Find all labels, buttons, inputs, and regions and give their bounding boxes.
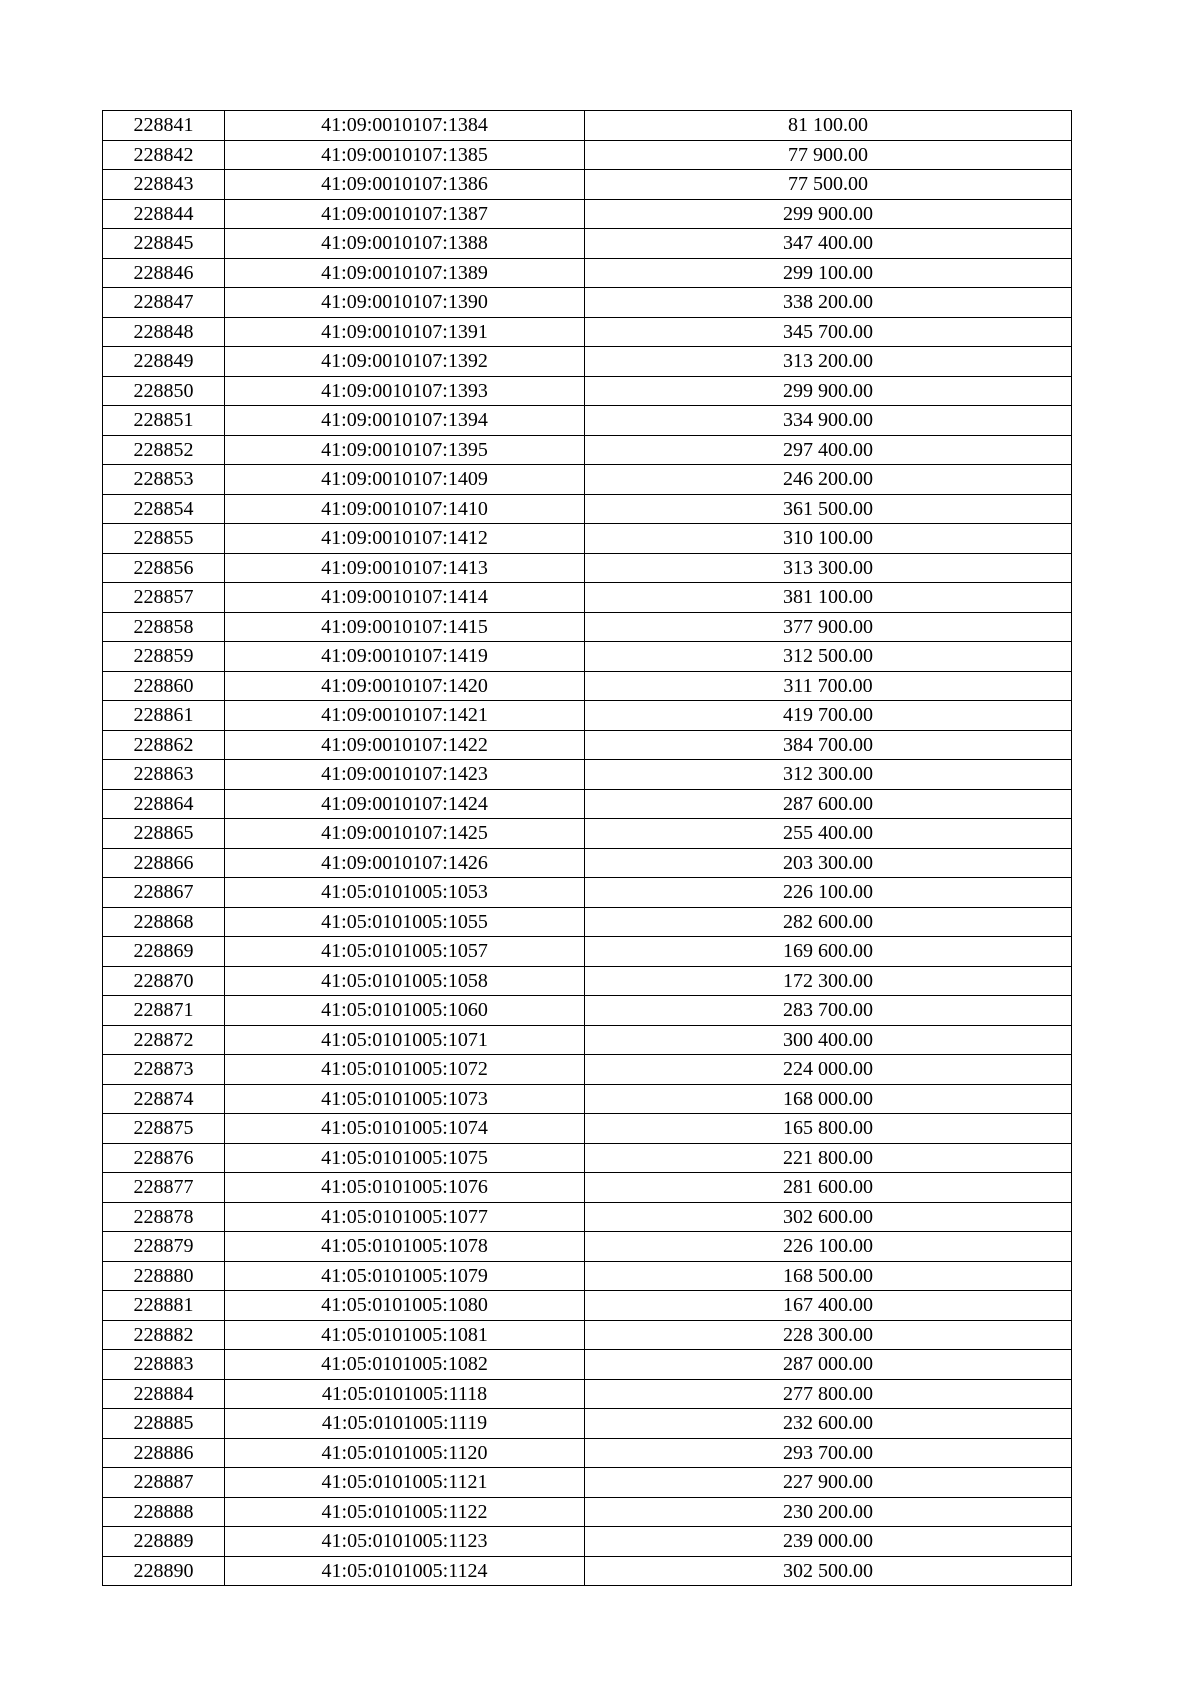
row-number-cell: 228878 <box>103 1202 225 1232</box>
cadastral-number-cell: 41:05:0101005:1073 <box>225 1084 585 1114</box>
row-number-cell: 228882 <box>103 1320 225 1350</box>
value-cell: 297 400.00 <box>585 435 1072 465</box>
table-row <box>103 966 1072 996</box>
row-number-cell: 228863 <box>103 760 225 790</box>
value-cell: 203 300.00 <box>585 848 1072 878</box>
row-number-cell: 228848 <box>103 317 225 347</box>
row-number-cell: 228867 <box>103 878 225 908</box>
value-cell: 334 900.00 <box>585 406 1072 436</box>
cadastral-number-cell: 41:05:0101005:1124 <box>225 1556 585 1586</box>
table-row <box>103 819 1072 849</box>
cadastral-number-cell: 41:09:0010107:1410 <box>225 494 585 524</box>
table-row <box>103 1291 1072 1321</box>
row-number-cell: 228871 <box>103 996 225 1026</box>
table-row <box>103 1114 1072 1144</box>
cadastral-number-cell: 41:05:0101005:1078 <box>225 1232 585 1262</box>
cadastral-number-cell: 41:05:0101005:1079 <box>225 1261 585 1291</box>
row-number-cell: 228870 <box>103 966 225 996</box>
table-row <box>103 612 1072 642</box>
row-number-cell: 228877 <box>103 1173 225 1203</box>
cadastral-number-cell: 41:05:0101005:1121 <box>225 1468 585 1498</box>
table-row <box>103 1438 1072 1468</box>
table-row <box>103 1261 1072 1291</box>
row-number-cell: 228846 <box>103 258 225 288</box>
value-cell: 282 600.00 <box>585 907 1072 937</box>
table-row <box>103 996 1072 1026</box>
cadastral-number-cell: 41:09:0010107:1421 <box>225 701 585 731</box>
row-number-cell: 228843 <box>103 170 225 200</box>
table-row <box>103 435 1072 465</box>
cadastral-number-cell: 41:05:0101005:1119 <box>225 1409 585 1439</box>
row-number-cell: 228861 <box>103 701 225 731</box>
value-cell: 246 200.00 <box>585 465 1072 495</box>
row-number-cell: 228865 <box>103 819 225 849</box>
cadastral-number-cell: 41:09:0010107:1426 <box>225 848 585 878</box>
value-cell: 287 000.00 <box>585 1350 1072 1380</box>
cadastral-number-cell: 41:09:0010107:1394 <box>225 406 585 436</box>
row-number-cell: 228885 <box>103 1409 225 1439</box>
cadastral-number-cell: 41:05:0101005:1071 <box>225 1025 585 1055</box>
table-row <box>103 1202 1072 1232</box>
cadastral-number-cell: 41:09:0010107:1384 <box>225 111 585 141</box>
cadastral-number-cell: 41:05:0101005:1077 <box>225 1202 585 1232</box>
value-cell: 313 200.00 <box>585 347 1072 377</box>
row-number-cell: 228868 <box>103 907 225 937</box>
value-cell: 293 700.00 <box>585 1438 1072 1468</box>
value-cell: 310 100.00 <box>585 524 1072 554</box>
value-cell: 299 900.00 <box>585 376 1072 406</box>
row-number-cell: 228860 <box>103 671 225 701</box>
value-cell: 221 800.00 <box>585 1143 1072 1173</box>
table-row <box>103 1468 1072 1498</box>
table-row <box>103 1379 1072 1409</box>
cadastral-number-cell: 41:09:0010107:1425 <box>225 819 585 849</box>
row-number-cell: 228847 <box>103 288 225 318</box>
row-number-cell: 228849 <box>103 347 225 377</box>
row-number-cell: 228873 <box>103 1055 225 1085</box>
cadastral-number-cell: 41:05:0101005:1060 <box>225 996 585 1026</box>
row-number-cell: 228841 <box>103 111 225 141</box>
row-number-cell: 228858 <box>103 612 225 642</box>
value-cell: 302 500.00 <box>585 1556 1072 1586</box>
value-cell: 239 000.00 <box>585 1527 1072 1557</box>
table-row <box>103 642 1072 672</box>
row-number-cell: 228876 <box>103 1143 225 1173</box>
cadastral-number-cell: 41:05:0101005:1057 <box>225 937 585 967</box>
row-number-cell: 228853 <box>103 465 225 495</box>
value-cell: 77 500.00 <box>585 170 1072 200</box>
table-row <box>103 848 1072 878</box>
table-row <box>103 701 1072 731</box>
row-number-cell: 228845 <box>103 229 225 259</box>
row-number-cell: 228852 <box>103 435 225 465</box>
cadastral-number-cell: 41:09:0010107:1423 <box>225 760 585 790</box>
row-number-cell: 228881 <box>103 1291 225 1321</box>
table-row <box>103 878 1072 908</box>
cadastral-number-cell: 41:09:0010107:1409 <box>225 465 585 495</box>
cadastral-number-cell: 41:09:0010107:1391 <box>225 317 585 347</box>
row-number-cell: 228872 <box>103 1025 225 1055</box>
value-cell: 168 000.00 <box>585 1084 1072 1114</box>
table-row <box>103 1055 1072 1085</box>
table-body <box>103 111 1072 1586</box>
table-row <box>103 229 1072 259</box>
value-cell: 361 500.00 <box>585 494 1072 524</box>
cadastral-number-cell: 41:05:0101005:1081 <box>225 1320 585 1350</box>
value-cell: 377 900.00 <box>585 612 1072 642</box>
row-number-cell: 228856 <box>103 553 225 583</box>
cadastral-number-cell: 41:09:0010107:1414 <box>225 583 585 613</box>
cadastral-number-cell: 41:05:0101005:1123 <box>225 1527 585 1557</box>
row-number-cell: 228883 <box>103 1350 225 1380</box>
cadastral-number-cell: 41:05:0101005:1072 <box>225 1055 585 1085</box>
cadastral-number-cell: 41:09:0010107:1386 <box>225 170 585 200</box>
table-row <box>103 524 1072 554</box>
cadastral-number-cell: 41:09:0010107:1385 <box>225 140 585 170</box>
cadastral-number-cell: 41:09:0010107:1420 <box>225 671 585 701</box>
row-number-cell: 228879 <box>103 1232 225 1262</box>
value-cell: 347 400.00 <box>585 229 1072 259</box>
value-cell: 345 700.00 <box>585 317 1072 347</box>
cadastral-number-cell: 41:09:0010107:1424 <box>225 789 585 819</box>
row-number-cell: 228859 <box>103 642 225 672</box>
table-row <box>103 111 1072 141</box>
value-cell: 300 400.00 <box>585 1025 1072 1055</box>
cadastral-number-cell: 41:09:0010107:1388 <box>225 229 585 259</box>
table-row <box>103 1143 1072 1173</box>
value-cell: 311 700.00 <box>585 671 1072 701</box>
value-cell: 338 200.00 <box>585 288 1072 318</box>
table-row <box>103 347 1072 377</box>
row-number-cell: 228889 <box>103 1527 225 1557</box>
table-row <box>103 1409 1072 1439</box>
cadastral-number-cell: 41:09:0010107:1412 <box>225 524 585 554</box>
row-number-cell: 228864 <box>103 789 225 819</box>
table-row <box>103 1025 1072 1055</box>
table-row <box>103 140 1072 170</box>
table-row <box>103 760 1072 790</box>
table-row <box>103 671 1072 701</box>
table-row <box>103 907 1072 937</box>
value-cell: 77 900.00 <box>585 140 1072 170</box>
cadastral-number-cell: 41:05:0101005:1120 <box>225 1438 585 1468</box>
row-number-cell: 228886 <box>103 1438 225 1468</box>
value-cell: 165 800.00 <box>585 1114 1072 1144</box>
table-row <box>103 553 1072 583</box>
row-number-cell: 228851 <box>103 406 225 436</box>
cadastral-number-cell: 41:09:0010107:1387 <box>225 199 585 229</box>
cadastral-number-cell: 41:09:0010107:1390 <box>225 288 585 318</box>
value-cell: 299 100.00 <box>585 258 1072 288</box>
row-number-cell: 228875 <box>103 1114 225 1144</box>
value-cell: 312 500.00 <box>585 642 1072 672</box>
row-number-cell: 228874 <box>103 1084 225 1114</box>
cadastral-number-cell: 41:09:0010107:1413 <box>225 553 585 583</box>
table-row <box>103 1527 1072 1557</box>
value-cell: 227 900.00 <box>585 1468 1072 1498</box>
value-cell: 168 500.00 <box>585 1261 1072 1291</box>
table-row <box>103 789 1072 819</box>
row-number-cell: 228862 <box>103 730 225 760</box>
cadastral-number-cell: 41:05:0101005:1075 <box>225 1143 585 1173</box>
row-number-cell: 228842 <box>103 140 225 170</box>
value-cell: 172 300.00 <box>585 966 1072 996</box>
value-cell: 302 600.00 <box>585 1202 1072 1232</box>
value-cell: 283 700.00 <box>585 996 1072 1026</box>
value-cell: 226 100.00 <box>585 1232 1072 1262</box>
value-cell: 230 200.00 <box>585 1497 1072 1527</box>
row-number-cell: 228850 <box>103 376 225 406</box>
cadastral-number-cell: 41:09:0010107:1419 <box>225 642 585 672</box>
value-cell: 384 700.00 <box>585 730 1072 760</box>
table-row <box>103 465 1072 495</box>
cadastral-number-cell: 41:05:0101005:1118 <box>225 1379 585 1409</box>
value-cell: 224 000.00 <box>585 1055 1072 1085</box>
value-cell: 381 100.00 <box>585 583 1072 613</box>
row-number-cell: 228884 <box>103 1379 225 1409</box>
cadastral-number-cell: 41:09:0010107:1422 <box>225 730 585 760</box>
row-number-cell: 228869 <box>103 937 225 967</box>
table-row <box>103 1320 1072 1350</box>
table-row <box>103 494 1072 524</box>
row-number-cell: 228890 <box>103 1556 225 1586</box>
value-cell: 81 100.00 <box>585 111 1072 141</box>
cadastral-number-cell: 41:05:0101005:1074 <box>225 1114 585 1144</box>
table-row <box>103 406 1072 436</box>
cadastral-number-cell: 41:09:0010107:1393 <box>225 376 585 406</box>
value-cell: 313 300.00 <box>585 553 1072 583</box>
value-cell: 228 300.00 <box>585 1320 1072 1350</box>
value-cell: 312 300.00 <box>585 760 1072 790</box>
cadastral-number-cell: 41:05:0101005:1058 <box>225 966 585 996</box>
cadastral-number-cell: 41:09:0010107:1392 <box>225 347 585 377</box>
table-row <box>103 258 1072 288</box>
row-number-cell: 228857 <box>103 583 225 613</box>
cadastral-number-cell: 41:05:0101005:1122 <box>225 1497 585 1527</box>
row-number-cell: 228888 <box>103 1497 225 1527</box>
table-row <box>103 1173 1072 1203</box>
row-number-cell: 228887 <box>103 1468 225 1498</box>
value-cell: 281 600.00 <box>585 1173 1072 1203</box>
cadastral-number-cell: 41:05:0101005:1076 <box>225 1173 585 1203</box>
table-row <box>103 317 1072 347</box>
table-row <box>103 583 1072 613</box>
row-number-cell: 228854 <box>103 494 225 524</box>
row-number-cell: 228855 <box>103 524 225 554</box>
row-number-cell: 228880 <box>103 1261 225 1291</box>
value-cell: 226 100.00 <box>585 878 1072 908</box>
cadastral-number-cell: 41:05:0101005:1055 <box>225 907 585 937</box>
cadastral-value-table <box>102 110 1072 1586</box>
table-row <box>103 1497 1072 1527</box>
table-row <box>103 937 1072 967</box>
value-cell: 299 900.00 <box>585 199 1072 229</box>
row-number-cell: 228844 <box>103 199 225 229</box>
value-cell: 169 600.00 <box>585 937 1072 967</box>
row-number-cell: 228866 <box>103 848 225 878</box>
table-row <box>103 199 1072 229</box>
table-row <box>103 170 1072 200</box>
cadastral-number-cell: 41:05:0101005:1053 <box>225 878 585 908</box>
cadastral-number-cell: 41:09:0010107:1415 <box>225 612 585 642</box>
table-row <box>103 376 1072 406</box>
value-cell: 232 600.00 <box>585 1409 1072 1439</box>
table-row <box>103 730 1072 760</box>
table-row <box>103 1232 1072 1262</box>
cadastral-number-cell: 41:05:0101005:1080 <box>225 1291 585 1321</box>
cadastral-number-cell: 41:09:0010107:1395 <box>225 435 585 465</box>
value-cell: 287 600.00 <box>585 789 1072 819</box>
value-cell: 419 700.00 <box>585 701 1072 731</box>
table-row <box>103 1556 1072 1586</box>
value-cell: 167 400.00 <box>585 1291 1072 1321</box>
table-row <box>103 1350 1072 1380</box>
table-row <box>103 1084 1072 1114</box>
table-row <box>103 288 1072 318</box>
value-cell: 277 800.00 <box>585 1379 1072 1409</box>
cadastral-number-cell: 41:09:0010107:1389 <box>225 258 585 288</box>
cadastral-number-cell: 41:05:0101005:1082 <box>225 1350 585 1380</box>
value-cell: 255 400.00 <box>585 819 1072 849</box>
